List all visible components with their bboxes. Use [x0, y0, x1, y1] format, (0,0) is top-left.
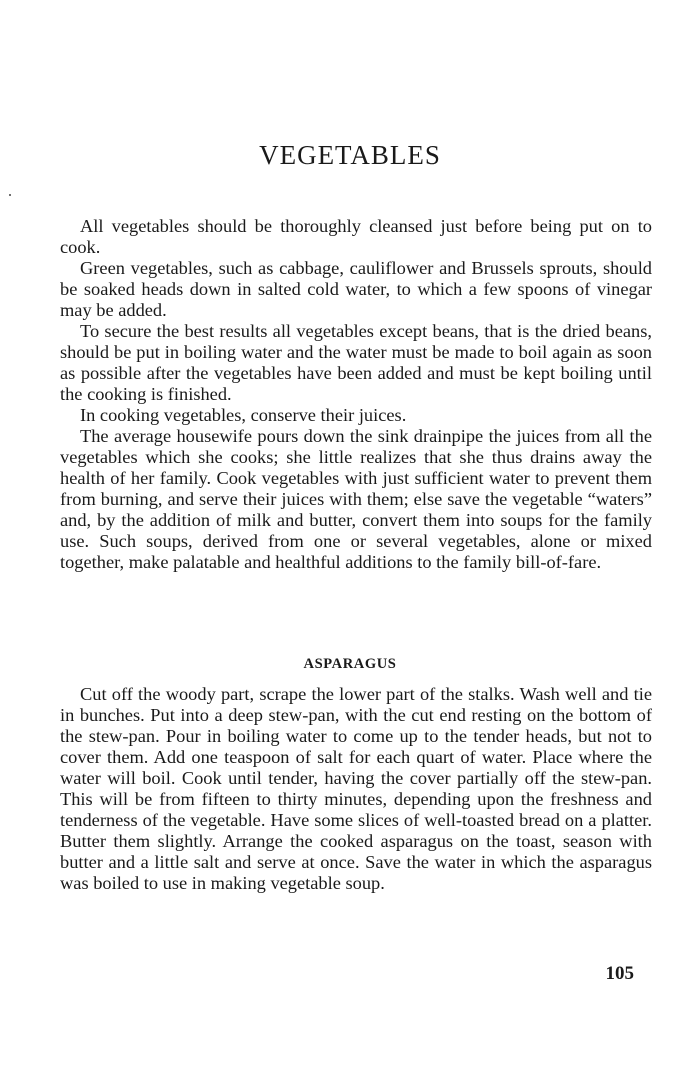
- chapter-title: VEGETABLES: [259, 140, 441, 170]
- paragraph: To secure the best results all vegetables except beans, that is the dried beans, should be put in boiling water and the water must be made to boil again as soon as possible after the vegetables have been added and must be kept boiling until the cooking is finished.: [60, 321, 652, 404]
- page-number: 105: [605, 963, 634, 984]
- paragraph: In cooking vegetables, conserve their juices.: [80, 405, 407, 425]
- paragraph: Cut off the woody part, scrape the lower part of the stalks. Wash well and tie in bunches. Put into a deep stew-pan, with the cut end resting on the bottom of the stew-pan. Pour in boiling water to come up to the tender heads, but not to cover them. Add one teaspoon of salt for each quart of water. Place where the water will boil. Cook until tender, having the cover partially off the stew-pan. This will be from fifteen to thirty minutes, depending upon the freshness and tenderness of the vegetable. Have some slices of well-toasted bread on a platter. Butter them slightly. Arrange the cooked asparagus on the toast, season with butter and a little salt and serve at once. Save the water in which the asparagus was boiled to use in making vegetable soup.: [60, 684, 652, 893]
- print-speck: [9, 194, 11, 196]
- section-heading: ASPARAGUS: [303, 656, 397, 672]
- paragraph: The average housewife pours down the sink drainpipe the juices from all the vegetables which she cooks; she little realizes that she thus drains away the health of her family. Cook vegetables with just sufficient water to prevent them from burning, and serve their juices with them; else save the vegetable “waters” and, by the addition of milk and butter, convert them into soups for the family use. Such soups, derived from one or several vegetables, alone or mixed together, make palatable and healthful additions to the family bill-of-fare.: [60, 426, 652, 572]
- intro-text: [60, 216, 652, 573]
- section-text: [60, 684, 652, 894]
- paragraph: All vegetables should be thoroughly cleansed just before being put on to cook.: [60, 216, 652, 257]
- paragraph: Green vegetables, such as cabbage, cauliflower and Brussels sprouts, should be soaked heads down in salted cold water, to which a few spoons of vinegar may be added.: [60, 258, 652, 320]
